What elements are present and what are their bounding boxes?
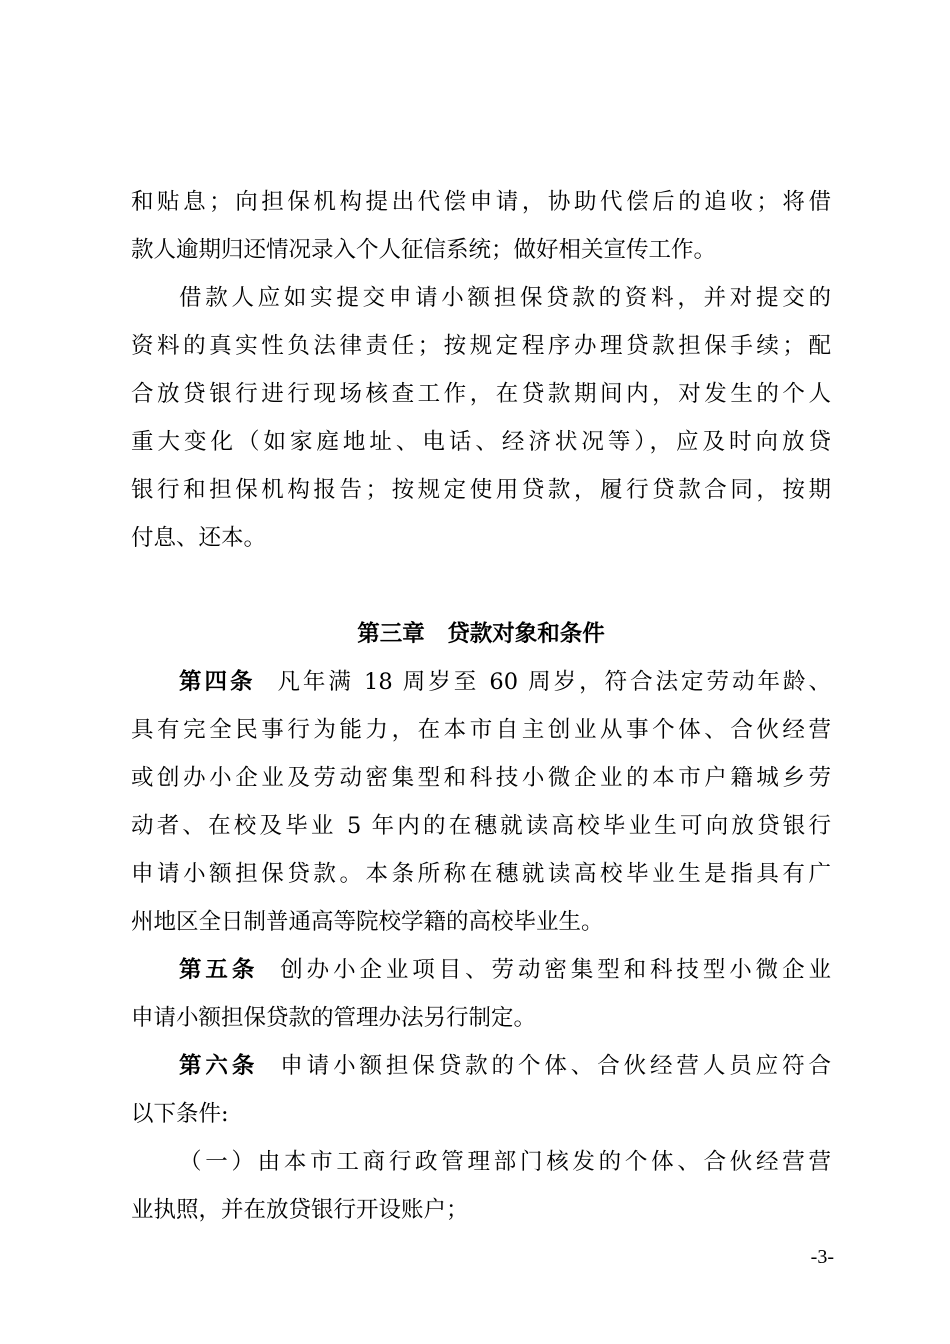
- chapter-heading: 第三章 贷款对象和条件: [357, 621, 605, 647]
- paragraph-line: 和贴息；向担保机构提出代偿申请，协助代偿后的追收；将借: [131, 189, 831, 215]
- article-text: 凡年满 18 周岁至 60 周岁，符合法定劳动年龄、: [277, 669, 831, 695]
- article-label: 第六条: [179, 1053, 259, 1079]
- paragraph-line: 以下条件:: [131, 1101, 229, 1127]
- list-item-line: （一）由本市工商行政管理部门核发的个体、合伙经营营: [179, 1149, 831, 1175]
- article-text: 申请小额担保贷款的个体、合伙经营人员应符合: [280, 1053, 831, 1079]
- article-text: 创办小企业项目、劳动密集型和科技型小微企业: [280, 957, 831, 983]
- paragraph-line: 申请小额担保贷款的管理办法另行制定。: [131, 1005, 537, 1031]
- paragraph-line: 具有完全民事行为能力，在本市自主创业从事个体、合伙经营: [131, 717, 831, 743]
- paragraph-line: 州地区全日制普通高等院校学籍的高校毕业生。: [131, 909, 604, 935]
- paragraph-line: 付息、还本。: [131, 525, 267, 551]
- page-number: -3-: [810, 1246, 834, 1268]
- article-line: [179, 667, 831, 697]
- paragraph-line: 重大变化（如家庭地址、电话、经济状况等），应及时向放贷: [131, 429, 831, 455]
- paragraph-line: 申请小额担保贷款。本条所称在穗就读高校毕业生是指具有广: [131, 861, 831, 887]
- paragraph-line: 或创办小企业及劳动密集型和科技小微企业的本市户籍城乡劳: [131, 765, 831, 791]
- article-label: 第五条: [179, 957, 259, 983]
- article-line: [179, 1051, 831, 1081]
- article-line: [179, 955, 831, 985]
- paragraph-line: 资料的真实性负法律责任；按规定程序办理贷款担保手续；配: [131, 333, 831, 359]
- paragraph-line: 银行和担保机构报告；按规定使用贷款，履行贷款合同，按期: [131, 477, 831, 503]
- paragraph-line: 合放贷银行进行现场核查工作，在贷款期间内，对发生的个人: [131, 381, 831, 407]
- paragraph-line: 款人逾期归还情况录入个人征信系统；做好相关宣传工作。: [131, 237, 717, 263]
- list-item-line: 业执照，并在放贷银行开设账户；: [131, 1197, 469, 1223]
- article-label: 第四条: [179, 669, 256, 695]
- paragraph-line: 动者、在校及毕业 5 年内的在穗就读高校毕业生可向放贷银行: [131, 813, 831, 839]
- paragraph-line: 借款人应如实提交申请小额担保贷款的资料，并对提交的: [179, 285, 831, 311]
